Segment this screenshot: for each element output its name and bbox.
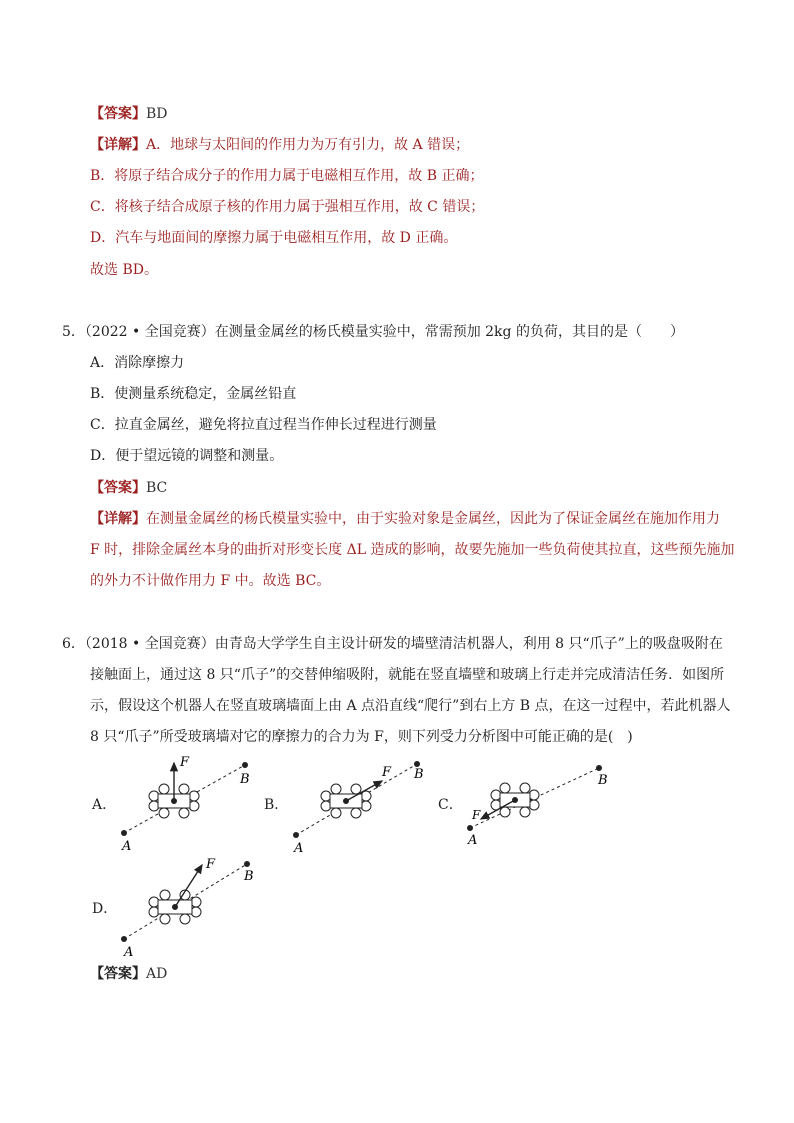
point-a-dot [121, 936, 127, 942]
q6-answer [90, 964, 167, 984]
q6-option-d-label: D． [92, 901, 118, 917]
detail-text: 在测量金属丝的杨氏模量实验中，由于实验对象是金属丝，因此为了保证金属丝在施加作用力 [146, 511, 720, 527]
q6-stem-1: 6．（2018 • 全国竞赛）由青岛大学学生自主设计研发的墙壁清洁机器人，利用 8 只“爪子”上的吸盘吸附在 [62, 636, 723, 652]
q5-detail-1 [90, 509, 720, 529]
diagram-d [110, 852, 270, 962]
q4-detail-4: D．汽车与地面间的摩擦力属于电磁相互作用，故 D 正确。 [90, 230, 458, 246]
q6-stem-3: 示，假设这个机器人在竖直玻璃墙面上由 A 点沿直线“爬行”到右上方 B 点，在这一过程中，若此机器人 [90, 698, 731, 714]
detail-text: A．地球与太阳间的作用力为万有引力，故 A 错误； [146, 137, 470, 153]
q4-answer [90, 104, 168, 124]
force-label: F [206, 857, 216, 872]
point-a-dot [121, 830, 127, 836]
q5-option-b: B．使测量系统稳定，金属丝铅直 [90, 386, 297, 402]
point-a-dot [293, 832, 299, 838]
point-b-label: B [414, 767, 424, 782]
point-b-label: B [598, 773, 608, 788]
detail-tag: 【详解】 [90, 137, 146, 153]
q5-option-c: C．拉直金属丝，避免将拉直过程当作伸长过程进行测量 [90, 417, 437, 433]
point-a-label: A [122, 839, 132, 854]
point-b-dot [596, 765, 602, 771]
q5-detail-2: F 时，排除金属丝本身的曲折对形变长度 ΔL 造成的影响，故要先施加一些负荷使其拉直，这些预先施加 [90, 542, 735, 558]
answer-value: BD [146, 106, 168, 122]
detail-tag: 【详解】 [90, 511, 146, 527]
answer-tag: 【答案】 [90, 480, 146, 496]
q4-detail-2: B．将原子结合成分子的作用力属于电磁相互作用，故 B 正确； [90, 168, 484, 184]
point-a-dot [467, 825, 473, 831]
point-a-label: A [468, 833, 478, 848]
q5-detail-3: 的外力不计做作用力 F 中。故选 BC。 [90, 573, 331, 589]
q6-option-c-label: C． [438, 797, 463, 813]
point-b-label: B [240, 772, 250, 787]
q5-answer [90, 478, 167, 498]
diagram-c [458, 756, 618, 856]
point-b-label: B [244, 869, 254, 884]
q6-option-a-label: A． [92, 797, 117, 813]
force-label: F [382, 765, 392, 780]
point-b-dot [244, 861, 250, 867]
q4-detail-3: C．将核子结合成原子核的作用力属于强相互作用，故 C 错误； [90, 199, 485, 215]
answer-tag: 【答案】 [90, 106, 146, 122]
point-a-label: A [294, 841, 304, 856]
q5-option-d: D．便于望远镜的调整和测量。 [90, 448, 284, 464]
q6-option-b-label: B． [264, 797, 289, 813]
answer-value: BC [146, 480, 168, 496]
q4-detail-1 [90, 135, 469, 155]
point-a-label: A [124, 945, 134, 960]
q6-stem-2: 接触面上，通过这 8 只“爪子”的交替伸缩吸附，就能在竖直墙壁和玻璃上行走并完成清洁任务．如图所 [90, 667, 725, 683]
q6-stem-4: 8 只“爪子”所受玻璃墙对它的摩擦力的合力为 F，则下列受力分析图中可能正确的是( ) [90, 729, 633, 745]
diagram-a [110, 750, 270, 860]
force-label: F [472, 808, 481, 822]
q4-detail-5: 故选 BD。 [90, 262, 158, 278]
diagram-b [284, 750, 444, 860]
point-b-dot [242, 762, 248, 768]
q5-option-a: A．消除摩擦力 [90, 355, 185, 371]
answer-value: AD [146, 966, 168, 982]
answer-tag: 【答案】 [90, 966, 146, 982]
q5-stem: 5．（2022 • 全国竞赛）在测量金属丝的杨氏模量实验中，常需预加 2kg 的负荷，其目的是（ ） [62, 324, 684, 340]
force-label: F [180, 755, 190, 770]
